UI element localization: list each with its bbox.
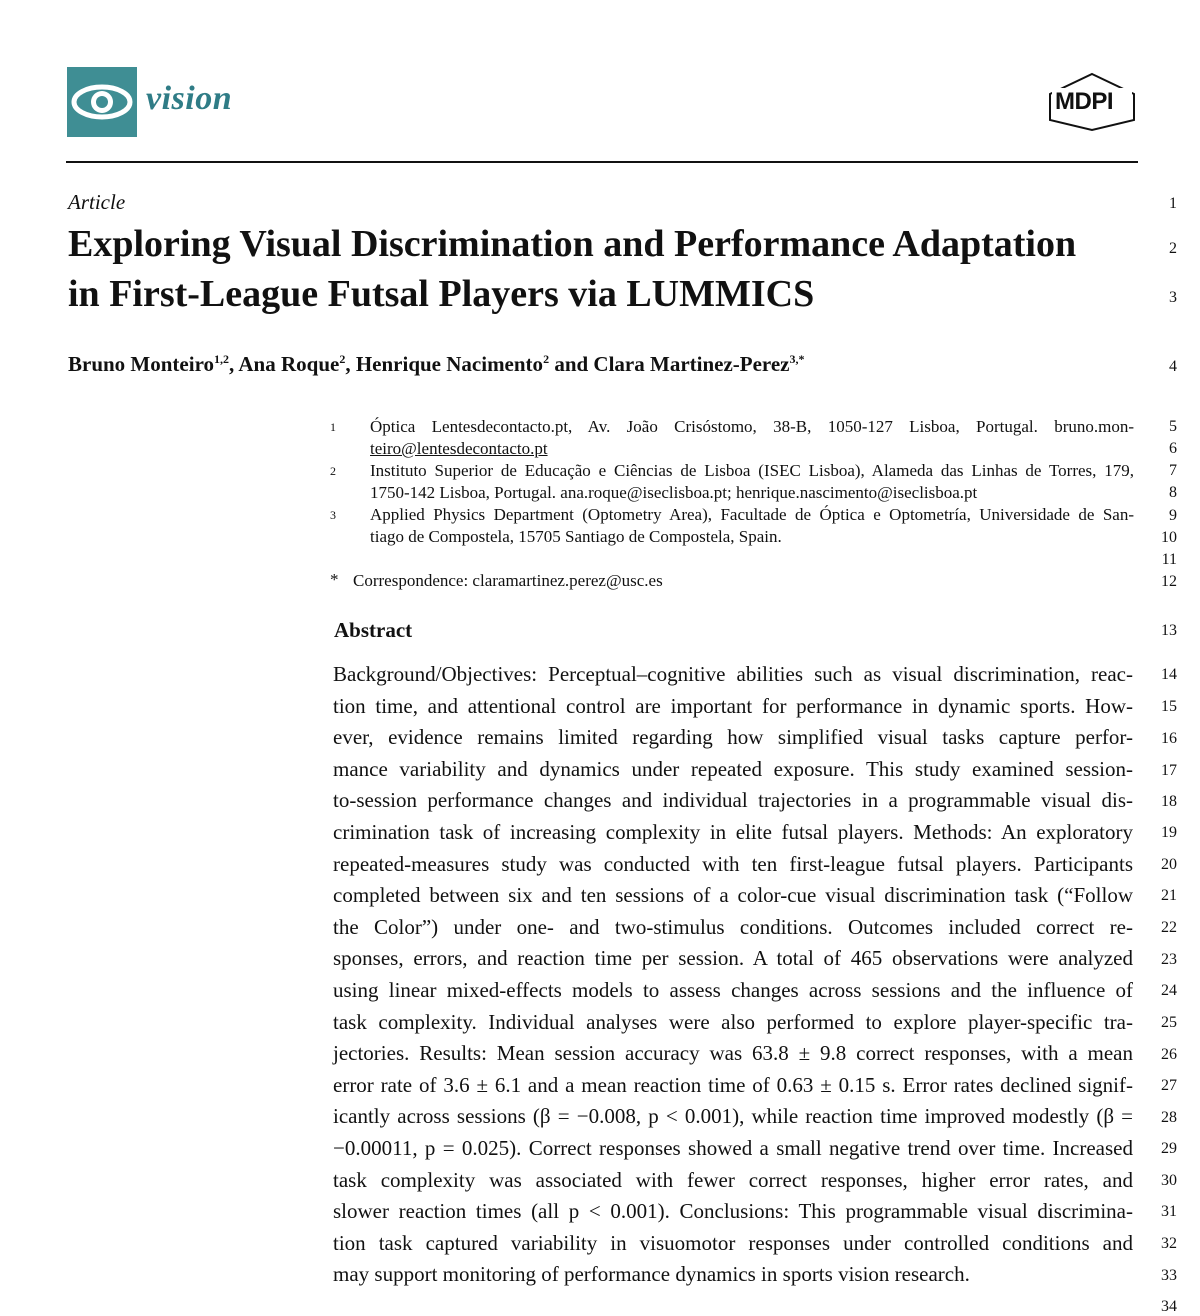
line-number: 10 (1161, 529, 1177, 546)
line-number: 2 (1169, 240, 1177, 257)
abstract-line: tion time, and attentional control are important for performance in dynamic sports. How- (333, 693, 1133, 718)
line-number: 26 (1161, 1046, 1177, 1063)
abstract-line: may support monitoring of performance dynamics in sports vision research. (333, 1262, 970, 1287)
line-number: 9 (1169, 507, 1177, 524)
line-number: 21 (1161, 887, 1177, 904)
email-link[interactable]: teiro@lentesdecontacto.pt (370, 439, 548, 458)
line-number: 25 (1161, 1014, 1177, 1031)
article-title (68, 219, 1138, 319)
line-number: 11 (1161, 551, 1177, 568)
line-number: 31 (1161, 1203, 1177, 1220)
affiliation-number: 1 (330, 420, 336, 434)
abstract-line: jectories. Results: Mean session accuracy was 63.8 ± 9.8 correct responses, with a mean (333, 1041, 1133, 1066)
affiliation (370, 460, 1134, 504)
abstract-line: using linear mixed-effects models to assess changes across sessions and the influence of (333, 978, 1133, 1002)
affiliation (370, 504, 1134, 548)
journal-name: vision (146, 80, 233, 117)
abstract-line: task complexity. Individual analyses were also performed to explore player-specific tra- (333, 1009, 1133, 1034)
affiliation-text: 1750-142 Lisboa, Portugal. ana.roque@iseclisboa.pt; henrique.nascimento@iseclisboa.pt (370, 483, 978, 502)
abstract-line: mance variability and dynamics under repeated exposure. This study examined session- (333, 756, 1133, 781)
line-number: 3 (1169, 289, 1177, 306)
affiliation-number: 2 (330, 464, 336, 478)
author-list (68, 352, 805, 377)
line-number: 14 (1161, 666, 1177, 683)
line-number: 32 (1161, 1235, 1177, 1252)
line-number: 30 (1161, 1172, 1177, 1189)
abstract-line: tion task captured variability in visuomotor responses under controlled conditions and (333, 1230, 1133, 1255)
line-number: 4 (1169, 358, 1177, 375)
abstract-line: −0.00011, p = 0.025). Correct responses showed a small negative trend over time. Increased (333, 1136, 1133, 1160)
line-number: 27 (1161, 1077, 1177, 1094)
abstract-line: slower reaction times (all p < 0.001). Conclusions: This programmable visual discrimina- (333, 1199, 1133, 1224)
author-affiliation-mark: 3,* (789, 352, 805, 366)
author-affiliation-mark: 2 (543, 352, 550, 366)
author-affiliation-mark: 2 (339, 352, 346, 366)
correspondence: Correspondence: claramartinez.perez@usc.es (353, 571, 663, 590)
line-number: 23 (1161, 951, 1177, 968)
line-number: 19 (1161, 824, 1177, 841)
author-separator: and (549, 352, 594, 376)
abstract-line: repeated-measures study was conducted with ten first-league futsal players. Participants (333, 851, 1133, 876)
abstract-line: to-session performance changes and individual trajectories in a programmable visual dis- (333, 788, 1133, 813)
line-number: 6 (1169, 440, 1177, 457)
line-number: 8 (1169, 484, 1177, 501)
line-number: 15 (1161, 698, 1177, 715)
line-number: 20 (1161, 856, 1177, 873)
abstract-line: task complexity was associated with fewer correct responses, higher error rates, and (333, 1167, 1133, 1192)
eye-icon (67, 67, 137, 137)
author-name[interactable]: Ana Roque (238, 352, 340, 376)
abstract-line: Background/Objectives: Perceptual–cognitive abilities such as visual discrimination, reac- (333, 662, 1133, 686)
affiliation-number: 3 (330, 508, 336, 522)
affiliation-text: tiago de Compostela, 15705 Santiago de Compostela, Spain. (370, 527, 782, 546)
line-number: 12 (1161, 573, 1177, 590)
line-number: 33 (1161, 1267, 1177, 1284)
line-number: 28 (1161, 1109, 1177, 1126)
line-number: 16 (1161, 730, 1177, 747)
line-number: 7 (1169, 462, 1177, 479)
line-number: 34 (1161, 1298, 1177, 1315)
title-line: in First-League Futsal Players via LUMMICS (68, 273, 815, 315)
affiliation-text: Instituto Superior de Educação e Ciências de Lisboa (ISEC Lisboa), Alameda das Linhas de Torres, 179, (370, 461, 1134, 480)
line-number: 24 (1161, 982, 1177, 999)
abstract-line: crimination task of increasing complexity in elite futsal players. Methods: An exploratory (333, 820, 1133, 844)
author-name[interactable]: Henrique Nacimento (355, 352, 544, 376)
title-line: Exploring Visual Discrimination and Performance Adaptation (68, 223, 1077, 265)
line-number: 1 (1169, 195, 1177, 212)
line-number: 5 (1169, 418, 1177, 435)
abstract-line: completed between six and ten sessions of a color-cue visual discrimination task (“Follow (333, 883, 1133, 908)
abstract-line: ever, evidence remains limited regarding how simplified visual tasks capture perfor- (333, 725, 1133, 750)
affiliation (370, 416, 1134, 460)
affiliation-text: Óptica Lentesdecontacto.pt, Av. João Crisóstomo, 38-B, 1050-127 Lisboa, Portugal. bruno.mon- (370, 417, 1134, 436)
author-affiliation-mark: 1,2 (214, 352, 230, 366)
abstract-line: the Color”) under one- and two-stimulus conditions. Outcomes included correct re- (333, 914, 1133, 939)
line-number: 13 (1161, 622, 1177, 639)
author-separator: , (229, 352, 239, 376)
line-number: 22 (1161, 919, 1177, 936)
line-number: 29 (1161, 1140, 1177, 1157)
author-name[interactable]: Bruno Monteiro (68, 352, 215, 376)
author-name[interactable]: Clara Martinez-Perez (593, 352, 790, 376)
abstract-line: icantly across sessions (β = −0.008, p < 0.001), while reaction time improved modestly (β = (333, 1104, 1133, 1129)
abstract-line: error rate of 3.6 ± 6.1 and a mean reaction time of 0.63 ± 0.15 s. Error rates declined signif- (333, 1072, 1133, 1097)
article-type: Article (68, 190, 126, 214)
line-number: 17 (1161, 762, 1177, 779)
abstract-heading: Abstract (334, 618, 413, 642)
line-number: 18 (1161, 793, 1177, 810)
header-divider (66, 161, 1138, 163)
abstract-line: sponses, errors, and reaction time per session. A total of 465 observations were analyzed (333, 946, 1133, 971)
publisher-name: MDPI (1055, 88, 1113, 115)
correspondence-star: * (330, 570, 339, 589)
author-separator: , (345, 352, 356, 376)
journal-logo (67, 67, 137, 137)
affiliation-text: Applied Physics Department (Optometry Area), Facultade de Óptica e Optometría, Universidade de San- (370, 505, 1134, 524)
